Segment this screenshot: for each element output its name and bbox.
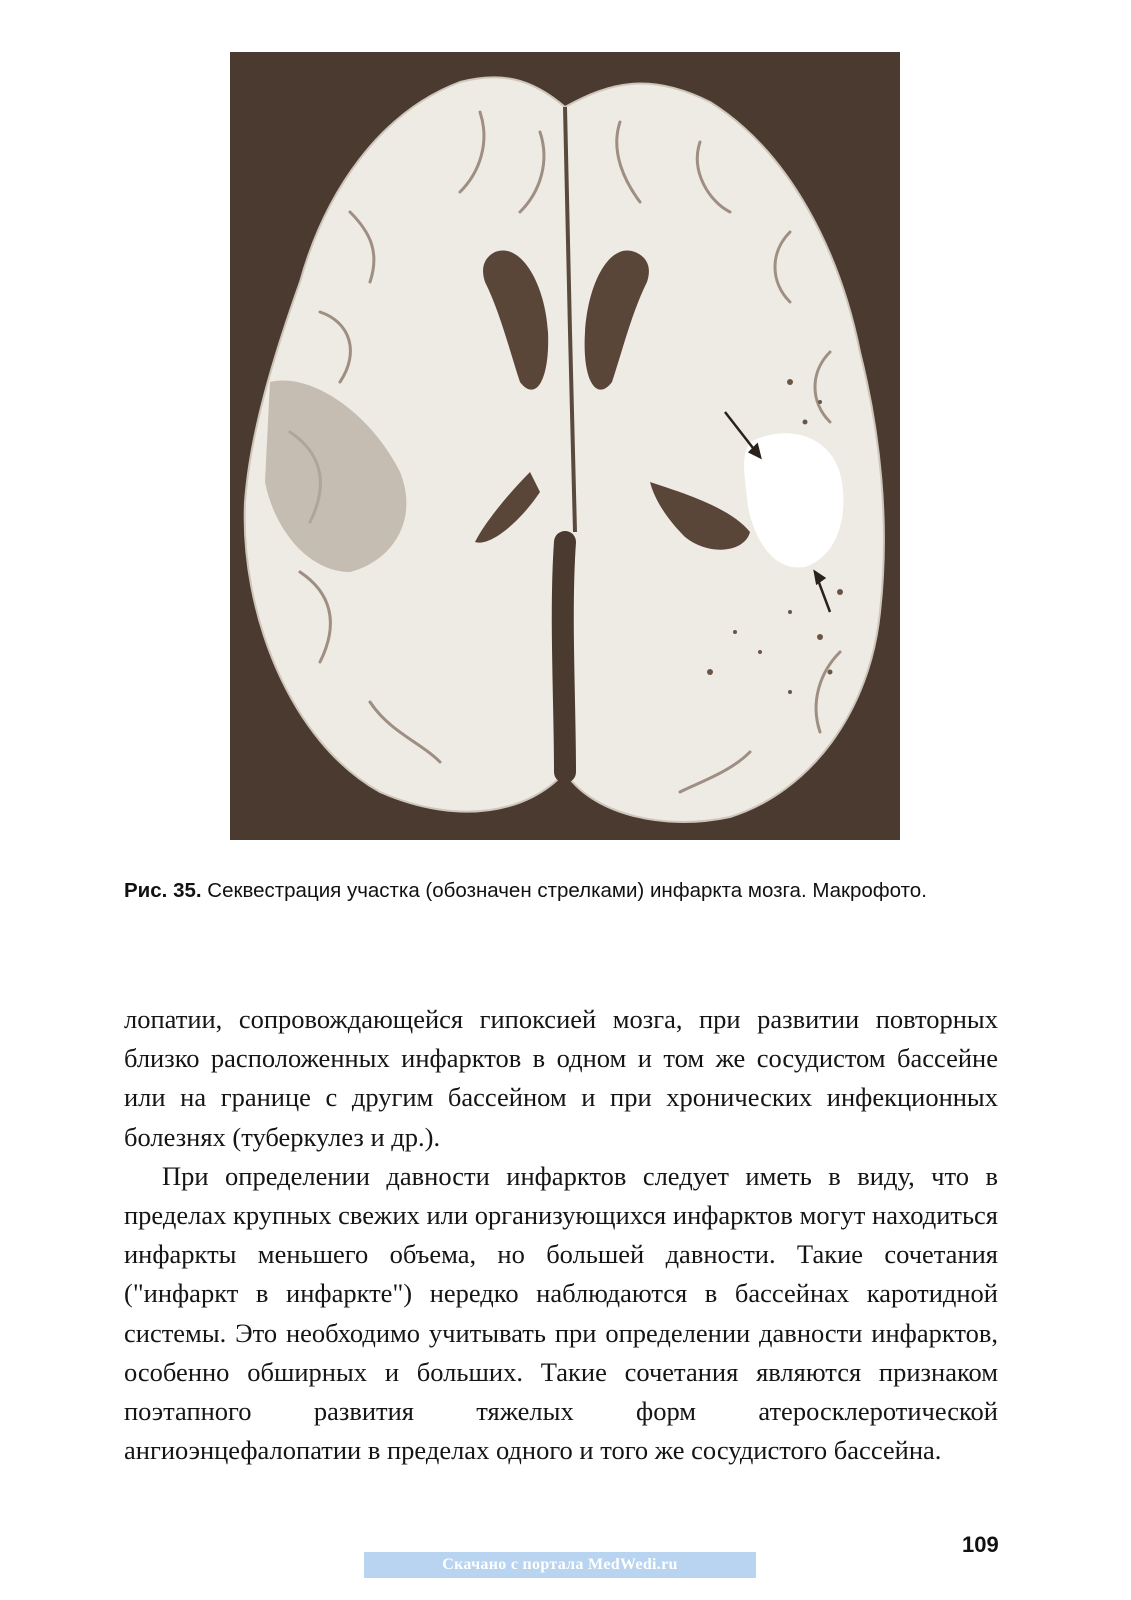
figure-caption xyxy=(124,876,1004,906)
figure-label: Рис. 35. xyxy=(124,879,202,902)
figure-caption-text: Секвестрация участка (обозначен стрелками) инфаркта мозга. Макрофото. xyxy=(207,879,927,902)
paragraph-1: лопатии, сопровождающейся гипоксией мозга, при развитии повторных близко расположенных инфарктов в одном и том же сосудистом бассейне или на границе с другим бассейном и при хронических инфекционных болезнях (туберкулез и др.). xyxy=(124,1004,998,1152)
brain-macro-photo xyxy=(230,52,900,840)
paragraph-2: При определении давности инфарктов следует иметь в виду, что в пределах крупных свежих или организующихся инфарктов могут находиться инфаркты меньшего объема, но большей давности. Такие сочетания ("инфаркт в инфаркте") нередко наблюдаются в бассейнах каротидной системы. Это необходимо учитывать при определении давности инфарктов, особенно обширных и больших. Такие сочетания являются признаком поэтапного развития тяжелых форм атеросклеротической ангиоэнцефалопатии в пределах одного и того же сосудистого бассейна. xyxy=(124,1160,998,1466)
page-number: 109 xyxy=(962,1532,999,1557)
body-text xyxy=(124,1000,998,1470)
watermark-banner[interactable]: Скачано с портала MedWedi.ru xyxy=(364,1552,756,1578)
posterior-fissure xyxy=(563,542,565,772)
brain-slice-illustration xyxy=(230,52,900,840)
